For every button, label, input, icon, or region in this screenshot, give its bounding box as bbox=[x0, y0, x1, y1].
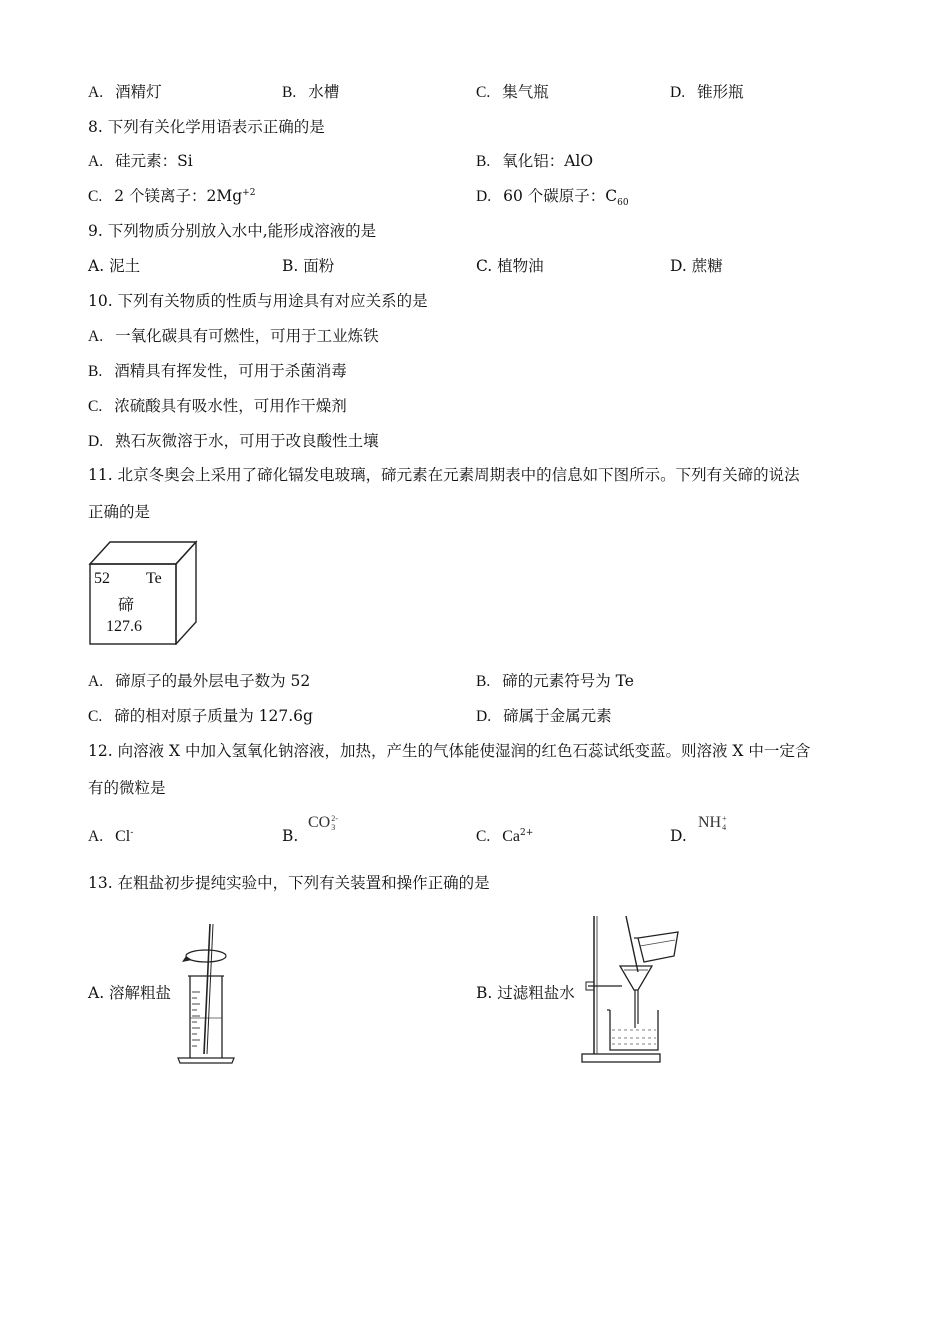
q7-option-c-text: 集气瓶 bbox=[502, 83, 549, 101]
q10-option-b-text: 酒精具有挥发性，可用于杀菌消毒 bbox=[114, 362, 347, 380]
q10-option-a-text: 一氧化碳具有可燃性，可用于工业炼铁 bbox=[115, 327, 379, 345]
q12-option-d-subscript: 4 bbox=[722, 823, 727, 832]
q8-option-d bbox=[476, 186, 629, 207]
q9-option-c bbox=[476, 256, 544, 276]
q12-option-a bbox=[88, 826, 133, 847]
q12-option-c-ion: Ca bbox=[502, 828, 520, 845]
element-atomic-mass: 127.6 bbox=[106, 618, 142, 635]
filtration-apparatus-illustration bbox=[574, 910, 694, 1070]
q9-option-a-letter: A. bbox=[88, 257, 105, 275]
q11-stem-line1: 11. 北京冬奥会上采用了碲化镉发电玻璃，碲元素在元素周期表中的信息如下图所示。下列有关碲的说法 bbox=[88, 466, 800, 484]
q10-option-c-letter: C. bbox=[88, 398, 103, 415]
q7-option-c bbox=[476, 82, 549, 103]
q10-option-a-letter: A. bbox=[88, 328, 104, 345]
q10-option-d bbox=[88, 431, 379, 452]
q11-option-c-letter: C. bbox=[88, 708, 103, 725]
q9-option-a bbox=[88, 256, 140, 276]
q8-option-d-subscript: 60 bbox=[617, 198, 629, 209]
q8-option-c bbox=[88, 186, 255, 207]
q11-option-b-text: 碲的元素符号为 Te bbox=[502, 672, 634, 690]
q11-option-b-letter: B. bbox=[476, 673, 491, 690]
q12-option-b-subscript: 3 bbox=[331, 823, 336, 832]
q12-option-a-ion: Cl bbox=[115, 828, 131, 845]
q7-option-a-text: 酒精灯 bbox=[115, 83, 162, 101]
q12-option-b-ion bbox=[308, 814, 338, 832]
q8-option-d-letter: D. bbox=[476, 188, 492, 205]
element-cell-cube bbox=[88, 540, 198, 645]
element-name: 碲 bbox=[118, 595, 135, 614]
q8-option-d-text: 60 个碳原子：C bbox=[503, 187, 618, 205]
q10-stem: 10. 下列有关物质的性质与用途具有对应关系的是 bbox=[88, 292, 428, 310]
q12-option-c-letter: C. bbox=[476, 828, 491, 845]
q7-option-a bbox=[88, 82, 162, 103]
q8-option-a-letter: A. bbox=[88, 153, 104, 170]
element-cell-tellurium bbox=[88, 540, 198, 645]
q11-option-a bbox=[88, 671, 310, 692]
q8-option-c-letter: C. bbox=[88, 188, 103, 205]
q11-option-c bbox=[88, 706, 313, 727]
q12-option-b-ion-base: CO bbox=[308, 814, 331, 831]
q10-option-c-text: 浓硫酸具有吸水性，可用作干燥剂 bbox=[114, 397, 347, 415]
q7-option-b-letter: B. bbox=[282, 84, 297, 101]
q13-option-a-label: A. 溶解粗盐 bbox=[88, 984, 172, 1002]
q8-option-b-text: 氧化铝：AlO bbox=[502, 152, 594, 170]
q11-option-a-letter: A. bbox=[88, 673, 104, 690]
q8-stem: 8. 下列有关化学用语表示正确的是 bbox=[88, 118, 325, 136]
q12-option-d-ion bbox=[698, 814, 727, 832]
element-symbol: Te bbox=[146, 570, 162, 587]
q10-option-d-text: 熟石灰微溶于水，可用于改良酸性土壤 bbox=[115, 432, 379, 450]
q11-option-b bbox=[476, 671, 634, 692]
q12-option-d-ion-base: NH bbox=[698, 814, 722, 831]
q9-option-b bbox=[282, 256, 334, 276]
q10-option-a bbox=[88, 326, 379, 347]
q9-option-d-letter: D. bbox=[670, 257, 687, 275]
q8-option-a bbox=[88, 151, 193, 172]
q8-option-b-letter: B. bbox=[476, 153, 491, 170]
q11-stem-line2: 正确的是 bbox=[88, 503, 151, 521]
q7-option-a-letter: A. bbox=[88, 84, 104, 101]
q11-option-d-letter: D. bbox=[476, 708, 492, 725]
q11-option-c-text: 碲的相对原子质量为 127.6g bbox=[114, 707, 313, 725]
q12-option-d-charge: + bbox=[722, 814, 727, 823]
q12-stem-line1: 12. 向溶液 X 中加入氢氧化钠溶液，加热，产生的气体能使湿润的红色石蕊试纸变蓝。则溶液 X 中一定含 bbox=[88, 742, 811, 760]
q8-option-c-charge: +2 bbox=[242, 187, 256, 198]
q9-stem: 9. 下列物质分别放入水中,能形成溶液的是 bbox=[88, 222, 377, 240]
q12-stem-line2: 有的微粒是 bbox=[88, 779, 166, 797]
q9-option-a-text: 泥土 bbox=[109, 257, 141, 275]
q7-option-b-text: 水槽 bbox=[308, 83, 340, 101]
q12-option-a-letter: A. bbox=[88, 828, 104, 845]
dissolve-cylinder-illustration bbox=[170, 918, 240, 1068]
q8-option-c-text: 2 个镁离子：2Mg bbox=[114, 187, 243, 205]
q11-option-d bbox=[476, 706, 612, 727]
q12-option-a-charge: - bbox=[130, 827, 134, 838]
q12-option-b-charge: 2- bbox=[331, 814, 338, 823]
q9-option-c-letter: C. bbox=[476, 257, 493, 275]
q9-option-c-text: 植物油 bbox=[497, 257, 544, 275]
q10-option-d-letter: D. bbox=[88, 433, 104, 450]
q8-option-b bbox=[476, 151, 593, 172]
q7-option-b bbox=[282, 82, 339, 103]
q13-stem: 13. 在粗盐初步提纯实验中，下列有关装置和操作正确的是 bbox=[88, 874, 490, 892]
q7-option-d-letter: D. bbox=[670, 84, 686, 101]
q13-option-b-label: B. 过滤粗盐水 bbox=[476, 984, 575, 1002]
q10-option-b bbox=[88, 361, 347, 382]
q12-option-b-letter: B. bbox=[282, 827, 299, 845]
q7-option-c-letter: C. bbox=[476, 84, 491, 101]
q11-option-d-text: 碲属于金属元素 bbox=[503, 707, 612, 725]
q9-option-d bbox=[670, 256, 723, 276]
q10-option-b-letter: B. bbox=[88, 363, 103, 380]
q10-option-c bbox=[88, 396, 347, 417]
q9-option-b-letter: B. bbox=[282, 257, 299, 275]
q11-option-a-text: 碲原子的最外层电子数为 52 bbox=[115, 672, 311, 690]
q7-option-d bbox=[670, 82, 744, 103]
q12-option-d-letter: D. bbox=[670, 827, 687, 845]
q12-option-c-charge: 2+ bbox=[520, 827, 534, 838]
q7-option-d-text: 锥形瓶 bbox=[697, 83, 744, 101]
q8-option-a-text: 硅元素：Si bbox=[115, 152, 193, 170]
q9-option-d-text: 蔗糖 bbox=[691, 257, 723, 275]
q9-option-b-text: 面粉 bbox=[303, 257, 335, 275]
element-atomic-number: 52 bbox=[94, 570, 110, 587]
q12-option-c bbox=[476, 826, 533, 847]
